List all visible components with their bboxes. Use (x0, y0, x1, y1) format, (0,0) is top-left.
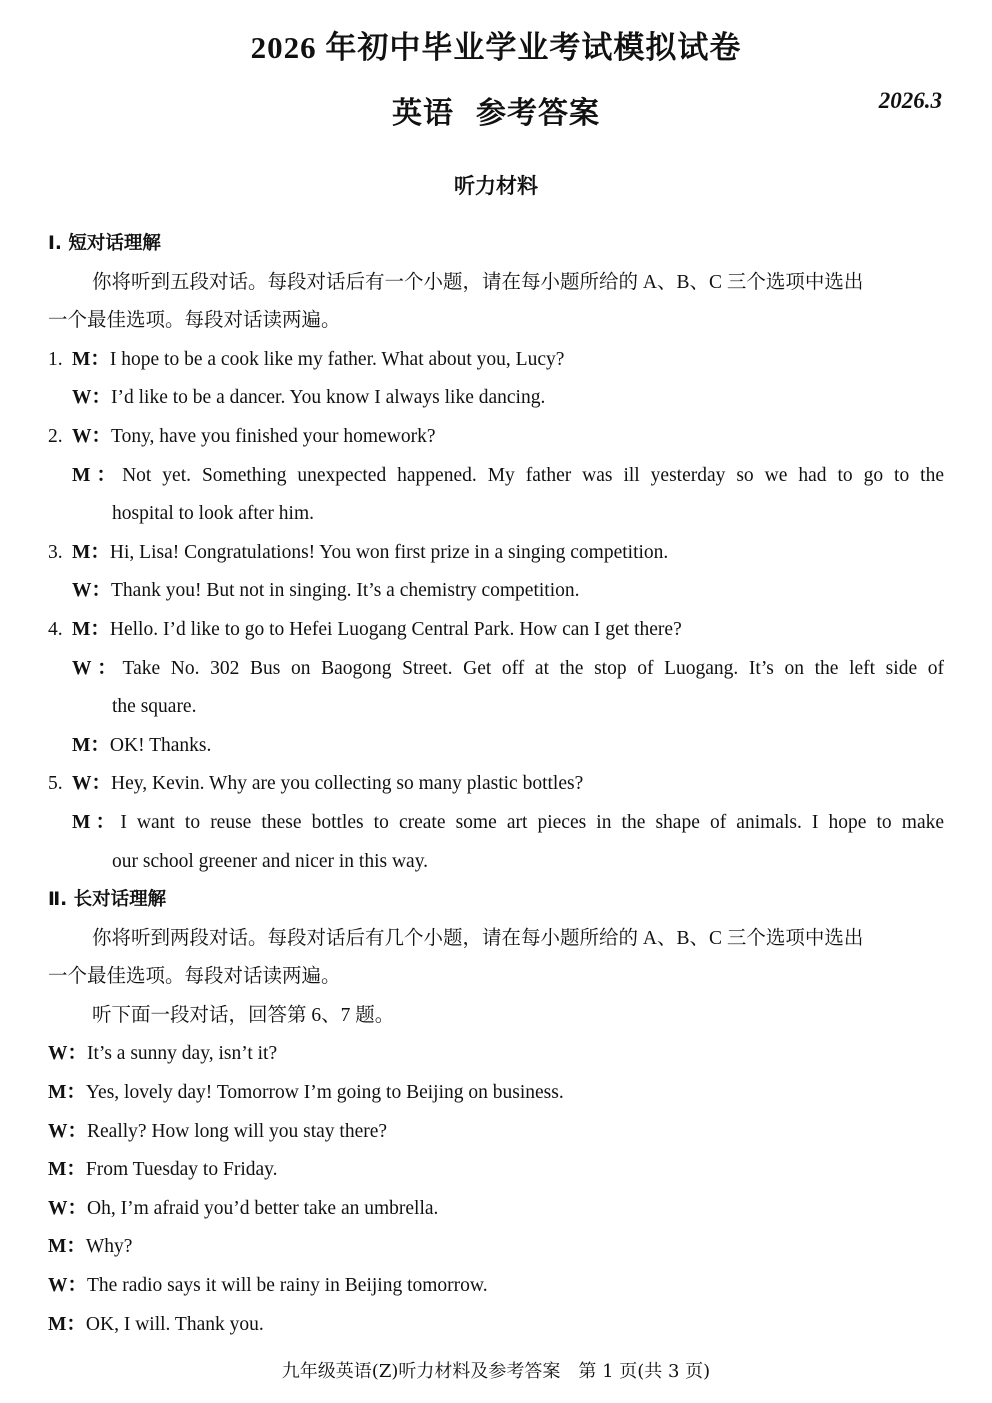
utterance: OK, I will. Thank you. (85, 1313, 264, 1335)
dialogue-line (48, 1267, 944, 1306)
dialogue-line (48, 1228, 944, 1267)
speaker: W： (72, 773, 112, 795)
page-footer: 九年级英语(Z)听力材料及参考答案 第 1 页(共 3 页) (281, 1361, 711, 1382)
speaker: W： (48, 1120, 88, 1142)
speaker: M： (72, 811, 121, 833)
speaker: M： (72, 618, 110, 640)
dialogue-line (48, 457, 944, 496)
dialogue-line (48, 650, 944, 689)
utterance: From Tuesday to Friday. (85, 1159, 278, 1181)
dialogue-line (48, 418, 944, 457)
part2-instruction-cont: 一个最佳选项。每段对话读两遍。 (48, 966, 341, 988)
utterance: I hope to be a cook like my father. What about you, Lucy? (109, 348, 565, 370)
speaker: M： (72, 541, 110, 563)
utterance: Really? How long will you stay there? (87, 1120, 388, 1142)
page-subtitle (0, 88, 992, 132)
utterance: Yes, lovely day! Tomorrow I’m going to Beijing on business. (85, 1082, 564, 1104)
utterance-cont: the square. (112, 696, 197, 718)
dialogue-line (48, 1190, 944, 1229)
speaker: W： (48, 1275, 88, 1297)
speaker: M： (48, 1159, 86, 1181)
subject-label: 英语 (392, 97, 454, 130)
utterance-cont: hospital to look after him. (112, 503, 315, 525)
section-title: 听力材料 (454, 174, 538, 198)
part1-instruction-cont: 一个最佳选项。每段对话读两遍。 (48, 310, 341, 332)
utterance: I’d like to be a dancer. You know I always like dancing. (111, 387, 546, 409)
utterance: It’s a sunny day, isn’t it? (87, 1043, 278, 1065)
speaker: W： (72, 657, 123, 679)
utterance: I want to reuse these bottles to create some art pieces in the shape of animals. I hope to make (120, 811, 944, 833)
utterance-cont: our school greener and nicer in this way. (112, 850, 429, 872)
speaker: W： (72, 425, 112, 447)
dialogue-line (48, 1074, 944, 1113)
dialogue-line (48, 765, 944, 804)
dialogue-line (48, 727, 944, 766)
question-number: 5. (48, 773, 63, 795)
content (48, 225, 944, 1344)
speaker: M： (72, 348, 110, 370)
speaker: W： (72, 580, 112, 602)
part2-instruction: 你将听到两段对话。每段对话后有几个小题，请在每小题所给的 A、B、C 三个选项中选出 (92, 927, 864, 949)
utterance: Oh, I’m afraid you’d better take an umbrella. (87, 1197, 439, 1219)
dialogue-line (48, 341, 944, 380)
dialogue-line (48, 804, 944, 843)
question-number: 1. (48, 348, 63, 370)
speaker: W： (48, 1043, 88, 1065)
speaker: W： (48, 1197, 88, 1219)
utterance: Why? (85, 1236, 133, 1258)
exam-date: 2026.3 (878, 88, 942, 113)
utterance: The radio says it will be rainy in Beijing tomorrow. (87, 1275, 488, 1297)
dialogue-line (48, 1113, 944, 1152)
speaker: M： (48, 1236, 86, 1258)
speaker: M： (72, 734, 110, 756)
dialogue-line (48, 1035, 944, 1074)
question-number: 4. (48, 618, 63, 640)
utterance: Take No. 302 Bus on Baogong Street. Get off at the stop of Luogang. It’s on the left side of (122, 657, 944, 679)
dialogue-line (48, 534, 944, 573)
speaker: W： (72, 387, 112, 409)
question-number: 2. (48, 425, 63, 447)
speaker: M： (48, 1082, 86, 1104)
page-title: 2026 年初中毕业学业考试模拟试卷 (250, 30, 742, 65)
part1-instruction: 你将听到五段对话。每段对话后有一个小题，请在每小题所给的 A、B、C 三个选项中选出 (92, 271, 864, 293)
question-number: 3. (48, 541, 63, 563)
utterance: Hello. I’d like to go to Hefei Luogang Central Park. How can I get there? (109, 618, 682, 640)
speaker: M： (72, 464, 123, 486)
dialogue-line (48, 1151, 944, 1190)
part1-heading: Ⅰ. 短对话理解 (48, 233, 161, 254)
speaker: M： (48, 1313, 86, 1335)
utterance: Thank you! But not in singing. It’s a chemistry competition. (111, 580, 580, 602)
dialogue-line (48, 572, 944, 611)
answer-label: 参考答案 (476, 97, 600, 130)
utterance: Tony, have you finished your homework? (111, 425, 436, 447)
utterance: Hey, Kevin. Why are you collecting so many plastic bottles? (111, 773, 584, 795)
utterance: Not yet. Something unexpected happened. My father was ill yesterday so we had to go to the (122, 464, 944, 486)
part2-sub-instruction: 听下面一段对话，回答第 6、7 题。 (92, 1004, 395, 1026)
part2-heading: Ⅱ. 长对话理解 (48, 889, 167, 911)
utterance: OK! Thanks. (109, 734, 212, 756)
dialogue-line (48, 379, 944, 418)
utterance: Hi, Lisa! Congratulations! You won first prize in a singing competition. (109, 541, 669, 563)
dialogue-line (48, 1306, 944, 1345)
dialogue-line (48, 611, 944, 650)
